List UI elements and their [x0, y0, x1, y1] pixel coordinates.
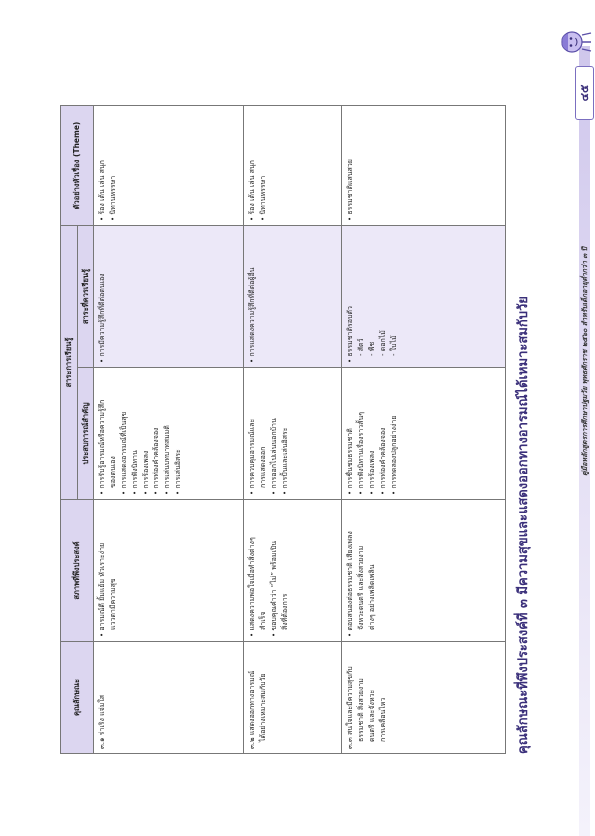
theme-cell	[244, 106, 342, 226]
cell-line: • การร้องเพลง	[367, 450, 376, 495]
desired-state-cell	[244, 500, 342, 642]
section-heading: คุณลักษณะที่พึงประสงค์ที่ ๓ มีความสุขและแสดงออกทางอารมณ์ได้เหมาะสมกับวัย	[516, 296, 531, 754]
cell-line: • การแสดงอารมณ์ที่เป็นสุข	[119, 411, 128, 495]
feature-cell	[342, 642, 506, 754]
cell-line: ดนตรี และจังหวะ	[367, 689, 376, 742]
cell-line: • การออกไปเล่นนอกบ้าน	[269, 418, 278, 495]
desired-state-cell	[94, 500, 244, 642]
content-to-learn-cell	[342, 226, 506, 368]
key-experience-cell	[244, 368, 342, 500]
cell-line: • การร้องเพลง	[141, 450, 150, 495]
content-to-learn-cell	[94, 226, 244, 368]
cell-line: • ธรรมชาติแสนสวย	[346, 159, 355, 221]
cell-line: สำเร็จ	[259, 611, 268, 630]
cell-line: การเคลื่อนไหว	[378, 697, 387, 742]
cell-line: - สัตว์	[357, 338, 366, 356]
cell-line: • การควบคุมอารมณ์และ	[248, 418, 257, 495]
page-footer	[555, 0, 595, 836]
content-to-learn-cell	[244, 226, 342, 368]
cell-line: • นิทานหรรษา	[109, 175, 118, 221]
cell-line: • การแสดงความรู้สึกที่ดีต่อผู้อื่น	[248, 267, 257, 363]
header-learning-content: สาระการเรียนรู้	[61, 226, 78, 500]
header-key-experience: ประสบการณ์สำคัญ	[77, 368, 94, 500]
header-desired-state: สภาพที่พึงประสงค์	[61, 500, 94, 642]
cell-line: • การฟังนิทานเรื่องราวสั้นๆ	[357, 412, 366, 495]
cell-line: • ร้อง เต้น เล่น สนุก	[98, 160, 107, 221]
cell-line: • ขอบคุณคำว่า “ไม่” พร้อมเปิน	[269, 540, 278, 637]
cell-line: • อารมณ์ดี ยิ้มแย้ม หัวเราะง่าย	[98, 542, 107, 637]
standards-table	[60, 105, 506, 754]
cell-line: ๓.๑ ร่าเริง แจ่มใส	[98, 694, 107, 749]
cell-line: ๓.๒ แสดงออกทางอารมณ์	[248, 670, 257, 749]
cell-line: - พืช	[367, 341, 376, 356]
header-theme: ตัวอย่างหัวเรื่อง (Theme)	[61, 106, 94, 226]
cell-line: จังหวะดนตรี และสิ่งสวยงาม	[357, 545, 366, 630]
key-experience-cell	[342, 368, 506, 500]
key-experience-cell	[94, 368, 244, 500]
cell-line: ต่างๆ อย่างเพลิดเพลิน	[367, 564, 376, 630]
cell-line: • ตอบสนองต่อธรรมชาติ เสียงเพลง	[346, 531, 355, 637]
table-row	[94, 106, 244, 754]
cell-line: สิ่งที่ต้องการ	[280, 593, 289, 630]
cell-line: ของตนเอง	[109, 456, 118, 488]
feature-cell	[94, 642, 244, 754]
page-number: ๔๕	[575, 66, 594, 120]
cell-line: • ธรรมชาติรอบตัว	[346, 306, 355, 363]
cell-line: • การเล่นบทบาทสมมติ	[163, 425, 172, 495]
cell-line: • การปั้นและเล่นอิสระ	[280, 427, 289, 495]
cell-line: • การมีความรู้สึกที่ดีต่อตนเอง	[98, 273, 107, 363]
feature-cell	[244, 642, 342, 754]
cell-line: - ใบไม้	[389, 335, 398, 356]
desired-state-cell	[342, 500, 506, 642]
cell-line: ธรรมชาติ สิ่งสวยงาม	[357, 678, 366, 742]
cell-line: • การชื่นชมธรรมชาติ	[346, 428, 355, 495]
cell-line: • การทดลองปลูกอย่างง่าย	[389, 415, 398, 495]
table-row	[342, 106, 506, 754]
header-feature: คุณลักษณะ	[61, 642, 94, 754]
header-content-to-learn: สาระที่ควรเรียนรู้	[77, 226, 94, 368]
theme-cell	[94, 106, 244, 226]
cell-line: - ดอกไม้	[378, 330, 387, 356]
cell-line: • การรับรู้อารมณ์หรือความรู้สึก	[98, 399, 107, 495]
cell-line: • การท่องคำคล้องจอง	[152, 427, 161, 495]
cell-line: ได้อย่างเหมาะสมกับวัย	[259, 673, 268, 742]
cell-line: • การเล่นอิสระ	[174, 449, 183, 495]
cell-line: ๓.๓ สนใจและมีความสุขกับ	[346, 666, 355, 749]
cell-line: • ร้อง เต้น เล่น สนุก	[248, 160, 257, 221]
cell-line: • แสดงความพอใจเมื่อทำสิ่งต่างๆ	[248, 537, 257, 637]
mascot-icon	[559, 22, 593, 62]
table-row	[244, 106, 342, 754]
cell-line: การแสดงออก	[259, 446, 268, 488]
theme-cell	[342, 106, 506, 226]
cell-line: แววตามีความสุข	[109, 578, 118, 630]
cell-line: • การฟังนิทาน	[130, 450, 139, 495]
cell-line: • นิทานหรรษา	[259, 175, 268, 221]
footer-text: คู่มือหลักสูตรการศึกษาปฐมวัย พุทธศักราช ๒๕๖๐ สำหรับเด็กอายุต่ำกว่า ๓ ปี	[581, 246, 589, 476]
cell-line: • การท่องคำคล้องจอง	[378, 427, 387, 495]
